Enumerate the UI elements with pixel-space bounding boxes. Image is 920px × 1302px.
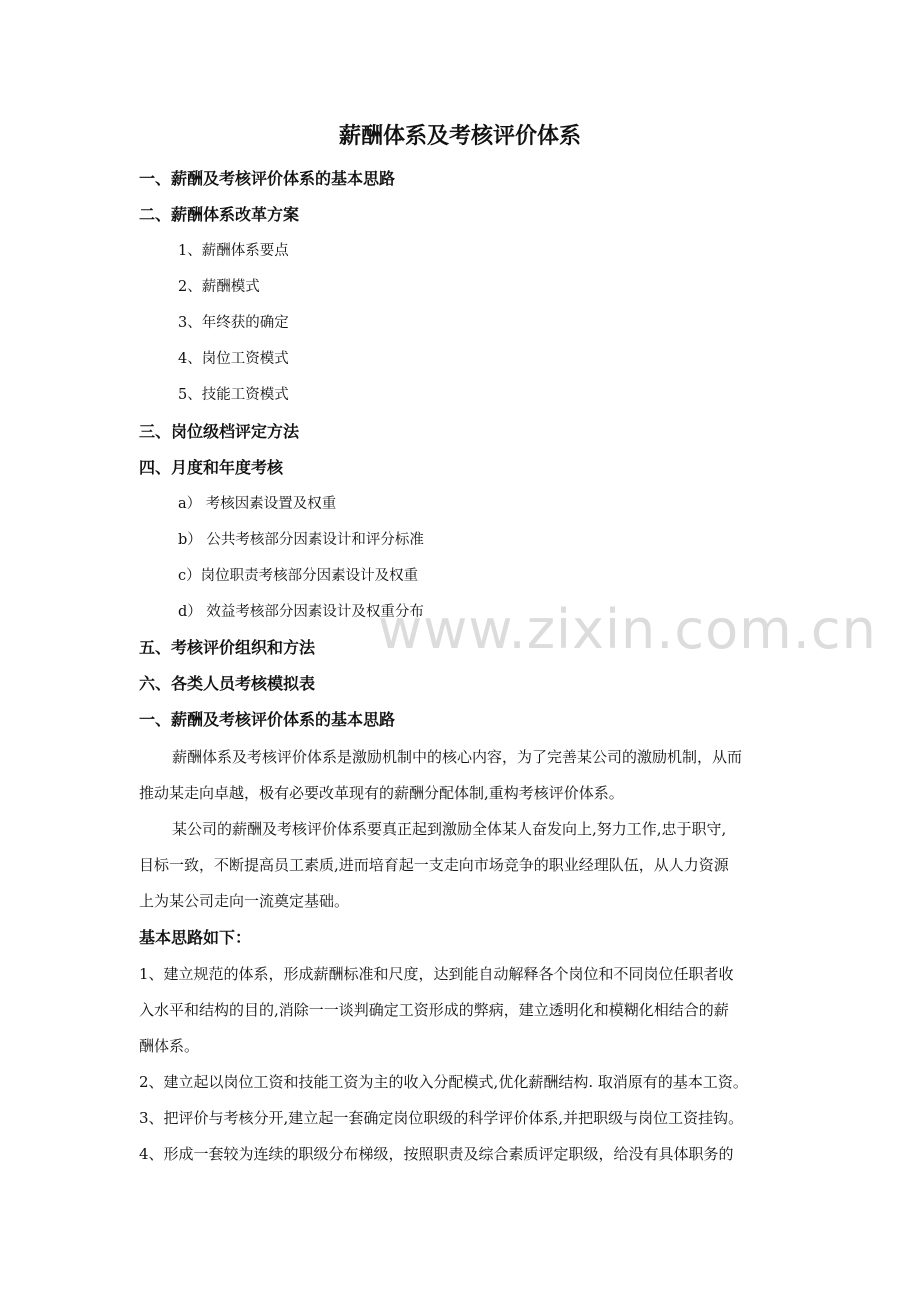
paragraph-line: 薪酬体系及考核评价体系是激励机制中的核心内容，为了完善某公司的激励机制，从而 [172,748,743,766]
toc-subitem: c）岗位职责考核部分因素设计及权重 [178,568,419,584]
basic-ideas-heading: 基本思路如下： [139,928,252,947]
document-title: 薪酬体系及考核评价体系 [338,123,581,149]
toc-subitem: b） 公共考核部分因素设计和评分标准 [178,532,424,548]
toc-subitem: 4、岗位工资模式 [178,351,289,367]
toc-subitem: 2、薪酬模式 [178,279,260,295]
paragraph-line: 某公司的薪酬及考核评价体系要真正起到激励全体某人奋发向上,努力工作,忠于职守, [172,820,727,838]
toc-subitem: 3、年终获的确定 [178,315,289,331]
toc-heading-2: 二、薪酬体系改革方案 [139,205,300,224]
paragraph-line: 目标一致，不断提高员工素质,进而培育起一支走向市场竞争的职业经理队伍，从人力资源 [139,856,729,874]
toc-heading-1: 一、薪酬及考核评价体系的基本思路 [139,169,396,188]
list-line: 3、把评价与考核分开,建立起一套确定岗位职级的科学评价体系,并把职级与岗位工资挂钩。 [139,1109,744,1127]
toc-subitem: 5、技能工资模式 [178,387,289,403]
toc-heading-3: 三、岗位级档评定方法 [139,422,300,441]
list-line: 酬体系。 [139,1037,200,1055]
toc-subitem: d） 效益考核部分因素设计及权重分布 [178,604,424,620]
toc-heading-6: 六、各类人员考核模拟表 [139,674,316,693]
paragraph-line: 上为某公司走向一流奠定基础。 [139,892,350,910]
paragraph-line: 推动某走向卓越，极有必要改革现有的薪酬分配体制,重构考核评价体系。 [139,784,624,802]
toc-heading-5: 五、考核评价组织和方法 [139,638,316,657]
section-heading: 一、薪酬及考核评价体系的基本思路 [139,710,396,729]
list-line: 1、建立规范的体系，形成薪酬标准和尺度，达到能自动解释各个岗位和不同岗位任职者收 [139,965,734,983]
toc-subitem: a） 考核因素设置及权重 [178,496,337,512]
toc-heading-4: 四、月度和年度考核 [139,458,284,477]
list-line: 入水平和结构的目的,消除一一谈判确定工资形成的弊病，建立透明化和模糊化相结合的薪 [139,1001,729,1019]
list-line: 4、形成一套较为连续的职级分布梯级，按照职责及综合素质评定职级，给没有具体职务的 [139,1145,734,1163]
watermark: www.zixin.com.cn [378,598,877,661]
list-line: 2、建立起以岗位工资和技能工资为主的收入分配模式,优化薪酬结构. 取消原有的基本工资。 [139,1073,748,1091]
toc-subitem: 1、薪酬体系要点 [178,243,289,259]
